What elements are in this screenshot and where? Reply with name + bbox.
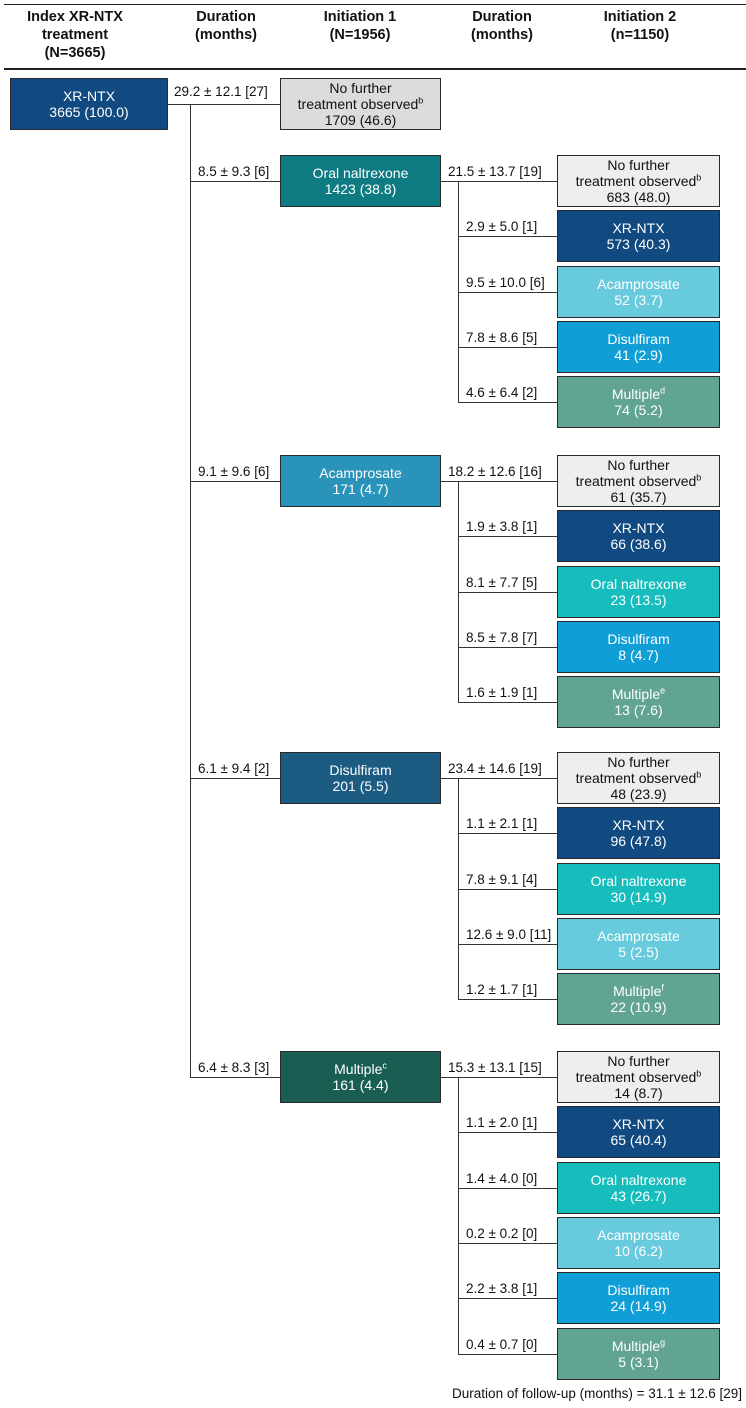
initiation2-box-no-further-treatment	[557, 752, 720, 804]
index-none-duration: 29.2 ± 12.1 [27]	[174, 84, 268, 99]
header-col3-line2: (N=1956)	[329, 27, 391, 43]
initiation2-box-no-further-treatment	[557, 1051, 720, 1103]
group-3-child-0-line2-wrap	[576, 1069, 702, 1085]
group-1-child-2-duration: 8.1 ± 7.7 [5]	[466, 574, 538, 590]
group-2-child-1-count: 96 (47.8)	[610, 833, 667, 850]
header-initiation-1	[295, 8, 425, 44]
connector-group-1-child-4	[458, 702, 557, 703]
connector-group-2-child-3	[458, 944, 557, 945]
index-none-line1: No further	[329, 80, 392, 96]
group-0-child-1-name-wrap	[612, 220, 664, 236]
group-1-child-0-line2-wrap	[576, 473, 702, 489]
group-2-child-4-count: 22 (10.9)	[610, 999, 667, 1016]
group-2-child-3-count: 5 (2.5)	[618, 943, 659, 960]
initiation2-box-multiple	[557, 973, 720, 1025]
header-index-treatment	[10, 8, 140, 62]
group-0-child-4-count: 74 (5.2)	[614, 402, 663, 419]
branch-line-group-3	[458, 1077, 459, 1354]
group-2-child-3-name-wrap	[597, 928, 679, 944]
index-none-sup: b	[418, 95, 424, 106]
group-2-child-0-line2-sup: b	[696, 769, 702, 780]
initiation2-box-no-further-treatment	[557, 155, 720, 207]
initiation2-box-no-further-treatment	[557, 455, 720, 507]
group-0-child-2-name: Acamprosate	[597, 275, 680, 292]
group-0-child-0-line2: treatment observed	[575, 173, 697, 189]
group-3-child-4-name: Disulfiram	[607, 1282, 670, 1299]
connector-group-3-child-5	[458, 1354, 557, 1355]
group-3-child-1-count: 65 (40.4)	[610, 1132, 667, 1149]
header-col1-line3: (N=3665)	[44, 45, 106, 61]
group-2-child-4-duration: 1.2 ± 1.7 [1]	[466, 982, 538, 998]
group-2-child-3-name: Acamprosate	[597, 927, 680, 944]
group-0-duration: 8.5 ± 9.3 [6]	[198, 164, 270, 179]
group-3-child-2-duration: 1.4 ± 4.0 [0]	[466, 1170, 538, 1186]
group-0-count: 1423 (38.8)	[324, 181, 397, 197]
group-0-child-1-count: 573 (40.3)	[606, 236, 671, 253]
group-2-child-4-name: Multiple	[613, 983, 662, 1000]
initiation1-box-multiple	[280, 1051, 441, 1103]
group-3-child-5-duration: 0.4 ± 0.7 [0]	[466, 1336, 538, 1352]
connector-group-0-child-1	[458, 236, 557, 237]
group-3-name-sup: c	[382, 1060, 387, 1071]
group-3-child-0-count: 14 (8.7)	[614, 1085, 663, 1101]
connector-group-2-child-2	[458, 889, 557, 890]
header-initiation-2	[575, 8, 705, 44]
initiation2-box-multiple	[557, 676, 720, 728]
index-xrntx-box	[10, 78, 168, 130]
group-2-child-1-duration: 1.1 ± 2.1 [1]	[466, 816, 538, 832]
group-2-name-wrap	[329, 762, 391, 778]
group-3-name-wrap	[334, 1061, 387, 1077]
header-col2-line2: (months)	[194, 27, 257, 43]
group-1-name: Acamprosate	[319, 465, 402, 481]
group-2-child-3-duration: 12.6 ± 9.0 [11]	[466, 926, 552, 942]
group-3-child-0-line2: treatment observed	[575, 1069, 697, 1085]
group-3-child-2-name: Oral naltrexone	[590, 1171, 687, 1188]
group-2-count: 201 (5.5)	[332, 778, 389, 794]
initiation2-box-oral	[557, 566, 720, 618]
group-1-child-0-count: 61 (35.7)	[610, 489, 667, 505]
header-bottom-rule	[4, 68, 746, 70]
group-2-name: Disulfiram	[329, 762, 392, 778]
group-1-child-4-duration: 1.6 ± 1.9 [1]	[466, 685, 538, 701]
group-0-child-0-line2-wrap	[576, 173, 702, 189]
group-3-child-4-duration: 2.2 ± 3.8 [1]	[466, 1281, 538, 1297]
header-top-rule	[4, 4, 746, 5]
group-3-child-1-duration: 1.1 ± 2.0 [1]	[466, 1115, 538, 1131]
header-col5-line1: Initiation 2	[603, 9, 677, 25]
group-0-child-0-line1: No further	[607, 157, 670, 173]
initiation1-box-oral-naltrexone	[280, 155, 441, 207]
header-duration-1	[172, 8, 280, 44]
group-3-name: Multiple	[334, 1061, 383, 1077]
initiation2-box-multiple	[557, 376, 720, 428]
group-2-duration: 6.1 ± 9.4 [2]	[198, 761, 270, 776]
group-1-child-1-duration: 1.9 ± 3.8 [1]	[466, 519, 538, 535]
group-0-child-0-duration: 21.5 ± 13.7 [19]	[448, 164, 542, 179]
group-0-child-3-count: 41 (2.9)	[614, 346, 663, 363]
initiation2-box-xrntx	[557, 210, 720, 262]
connector-trunk-group-3	[190, 1077, 280, 1078]
initiation2-box-disulfiram	[557, 1272, 720, 1324]
group-1-child-3-duration: 8.5 ± 7.8 [7]	[466, 629, 538, 645]
group-2-child-1-name-wrap	[612, 817, 664, 833]
header-col4-line2: (months)	[470, 27, 533, 43]
index-none-count: 1709 (46.6)	[324, 112, 397, 128]
header-col3-line1: Initiation 1	[323, 9, 397, 25]
group-2-child-0-line1: No further	[607, 754, 670, 770]
group-1-child-3-count: 8 (4.7)	[618, 646, 659, 663]
group-1-child-4-name: Multiple	[611, 686, 661, 703]
group-3-child-2-count: 43 (26.7)	[610, 1187, 667, 1204]
group-2-child-2-name: Oral naltrexone	[590, 872, 687, 889]
group-1-child-0-line1: No further	[607, 457, 670, 473]
index-no-further-treatment-box	[280, 78, 441, 130]
group-3-child-4-count: 24 (14.9)	[610, 1298, 667, 1315]
group-0-child-2-duration: 9.5 ± 10.0 [6]	[466, 274, 545, 290]
group-0-child-0-count: 683 (48.0)	[606, 189, 671, 205]
group-3-child-5-count: 5 (3.1)	[618, 1353, 659, 1370]
group-3-child-1-name-wrap	[612, 1116, 664, 1132]
connector-trunk-group-2	[190, 778, 280, 779]
initiation2-box-multiple	[557, 1328, 720, 1380]
group-3-child-4-name-wrap	[607, 1282, 669, 1298]
group-0-child-4-name-wrap	[612, 386, 665, 402]
header-duration-2	[448, 8, 556, 44]
connector-group-0-child-2	[458, 292, 557, 293]
group-1-name-wrap	[319, 465, 401, 481]
group-2-child-4-name-sup: f	[661, 982, 664, 993]
group-1-count: 171 (4.7)	[332, 481, 389, 497]
header-col4-line1: Duration	[472, 9, 532, 25]
group-3-child-5-name: Multiple	[611, 1337, 661, 1354]
group-0-child-3-duration: 7.8 ± 8.6 [5]	[466, 329, 538, 345]
initiation2-box-disulfiram	[557, 321, 720, 373]
group-3-child-5-name-wrap	[612, 1338, 665, 1354]
group-3-child-3-count: 10 (6.2)	[614, 1242, 663, 1259]
index-none-line2-wrap	[298, 96, 424, 112]
group-0-child-0-line2-sup: b	[696, 172, 702, 183]
group-0-child-4-duration: 4.6 ± 6.4 [2]	[466, 385, 538, 401]
initiation2-box-oral	[557, 1162, 720, 1214]
group-2-child-0-count: 48 (23.9)	[610, 786, 667, 802]
group-1-child-0-line2-sup: b	[696, 472, 702, 483]
group-0-child-2-name-wrap	[597, 276, 679, 292]
group-0-child-1-duration: 2.9 ± 5.0 [1]	[466, 219, 538, 235]
group-3-child-3-name: Acamprosate	[597, 1226, 680, 1243]
group-2-child-1-name: XR-NTX	[612, 817, 665, 834]
initiation2-box-xrntx	[557, 807, 720, 859]
initiation2-box-disulfiram	[557, 621, 720, 673]
header-col1-line2: treatment	[41, 27, 109, 43]
header-col1-line1: Index XR-NTX	[27, 9, 123, 25]
index-name: XR-NTX	[62, 88, 116, 104]
connector-trunk-group-0	[190, 181, 280, 182]
group-1-child-4-count: 13 (7.6)	[614, 702, 663, 719]
group-3-duration: 6.4 ± 8.3 [3]	[198, 1060, 270, 1075]
group-3-child-2-name-wrap	[591, 1172, 687, 1188]
group-0-child-3-name-wrap	[607, 331, 669, 347]
index-count: 3665 (100.0)	[49, 104, 129, 120]
group-1-child-4-name-wrap	[612, 686, 665, 702]
header-col2-line1: Duration	[196, 9, 256, 25]
group-3-child-5-name-sup: g	[660, 1336, 666, 1347]
connector-group-1-child-1	[458, 536, 557, 537]
group-3-child-0-duration: 15.3 ± 13.1 [15]	[448, 1060, 542, 1075]
group-0-child-4-name: Multiple	[611, 386, 661, 403]
group-0-child-1-name: XR-NTX	[612, 220, 665, 237]
group-2-child-0-duration: 23.4 ± 14.6 [19]	[448, 761, 542, 776]
group-0-name-wrap	[313, 165, 409, 181]
connector-group-3-child-3	[458, 1243, 557, 1244]
initiation2-box-oral	[557, 863, 720, 915]
initiation2-box-acamprosate	[557, 918, 720, 970]
group-3-child-1-name: XR-NTX	[612, 1116, 665, 1133]
initiation2-box-xrntx	[557, 1106, 720, 1158]
initiation2-box-acamprosate	[557, 266, 720, 318]
group-1-duration: 9.1 ± 9.6 [6]	[198, 464, 270, 479]
initiation2-box-acamprosate	[557, 1217, 720, 1269]
connector-group-1-child-3	[458, 647, 557, 648]
branch-line-group-2	[458, 778, 459, 999]
connector-group-2-child-4	[458, 999, 557, 1000]
index-none-line2: treatment observed	[297, 96, 419, 112]
connector-group-3-child-2	[458, 1188, 557, 1189]
group-2-child-2-count: 30 (14.9)	[610, 888, 667, 905]
connector-group-0-child-4	[458, 402, 557, 403]
initiation2-box-xrntx	[557, 510, 720, 562]
connector-trunk-group-1	[190, 481, 280, 482]
header-col5-line2: (n=1150)	[610, 27, 670, 43]
branch-line-group-1	[458, 481, 459, 702]
group-3-child-0-line1: No further	[607, 1053, 670, 1069]
group-0-child-3-name: Disulfiram	[607, 330, 670, 347]
connector-group-1-child-2	[458, 592, 557, 593]
group-1-child-4-name-sup: e	[660, 685, 666, 696]
group-0-child-4-name-sup: d	[660, 385, 666, 396]
group-2-child-0-line2-wrap	[576, 770, 702, 786]
group-2-child-2-name-wrap	[591, 873, 687, 889]
group-1-child-2-count: 23 (13.5)	[610, 591, 667, 608]
trunk-line	[190, 104, 191, 1077]
group-1-child-2-name-wrap	[591, 576, 687, 592]
connector-index-none	[168, 104, 280, 105]
connector-group-0-child-3	[458, 347, 557, 348]
group-0-child-2-count: 52 (3.7)	[614, 291, 663, 308]
follow-up-duration-footer: Duration of follow-up (months) = 31.1 ± 12.6 [29]	[452, 1386, 742, 1401]
group-1-child-3-name: Disulfiram	[607, 630, 670, 647]
group-1-child-0-duration: 18.2 ± 12.6 [16]	[448, 464, 542, 479]
group-2-child-0-line2: treatment observed	[575, 770, 697, 786]
connector-group-3-child-1	[458, 1132, 557, 1133]
initiation1-box-acamprosate	[280, 455, 441, 507]
group-1-child-3-name-wrap	[607, 631, 669, 647]
connector-group-2-child-1	[458, 833, 557, 834]
group-3-child-3-name-wrap	[597, 1227, 679, 1243]
group-1-child-2-name: Oral naltrexone	[590, 575, 687, 592]
group-3-count: 161 (4.4)	[332, 1077, 389, 1093]
branch-line-group-0	[458, 181, 459, 402]
connector-group-3-child-4	[458, 1298, 557, 1299]
group-1-child-1-name-wrap	[612, 520, 664, 536]
initiation1-box-disulfiram	[280, 752, 441, 804]
group-1-child-1-count: 66 (38.6)	[610, 536, 667, 553]
group-1-child-0-line2: treatment observed	[575, 473, 697, 489]
group-0-name: Oral naltrexone	[312, 165, 409, 181]
group-3-child-3-duration: 0.2 ± 0.2 [0]	[466, 1225, 538, 1241]
group-2-child-2-duration: 7.8 ± 9.1 [4]	[466, 871, 538, 887]
group-1-child-1-name: XR-NTX	[612, 520, 665, 537]
group-2-child-4-name-wrap	[613, 983, 664, 999]
group-3-child-0-line2-sup: b	[696, 1068, 702, 1079]
